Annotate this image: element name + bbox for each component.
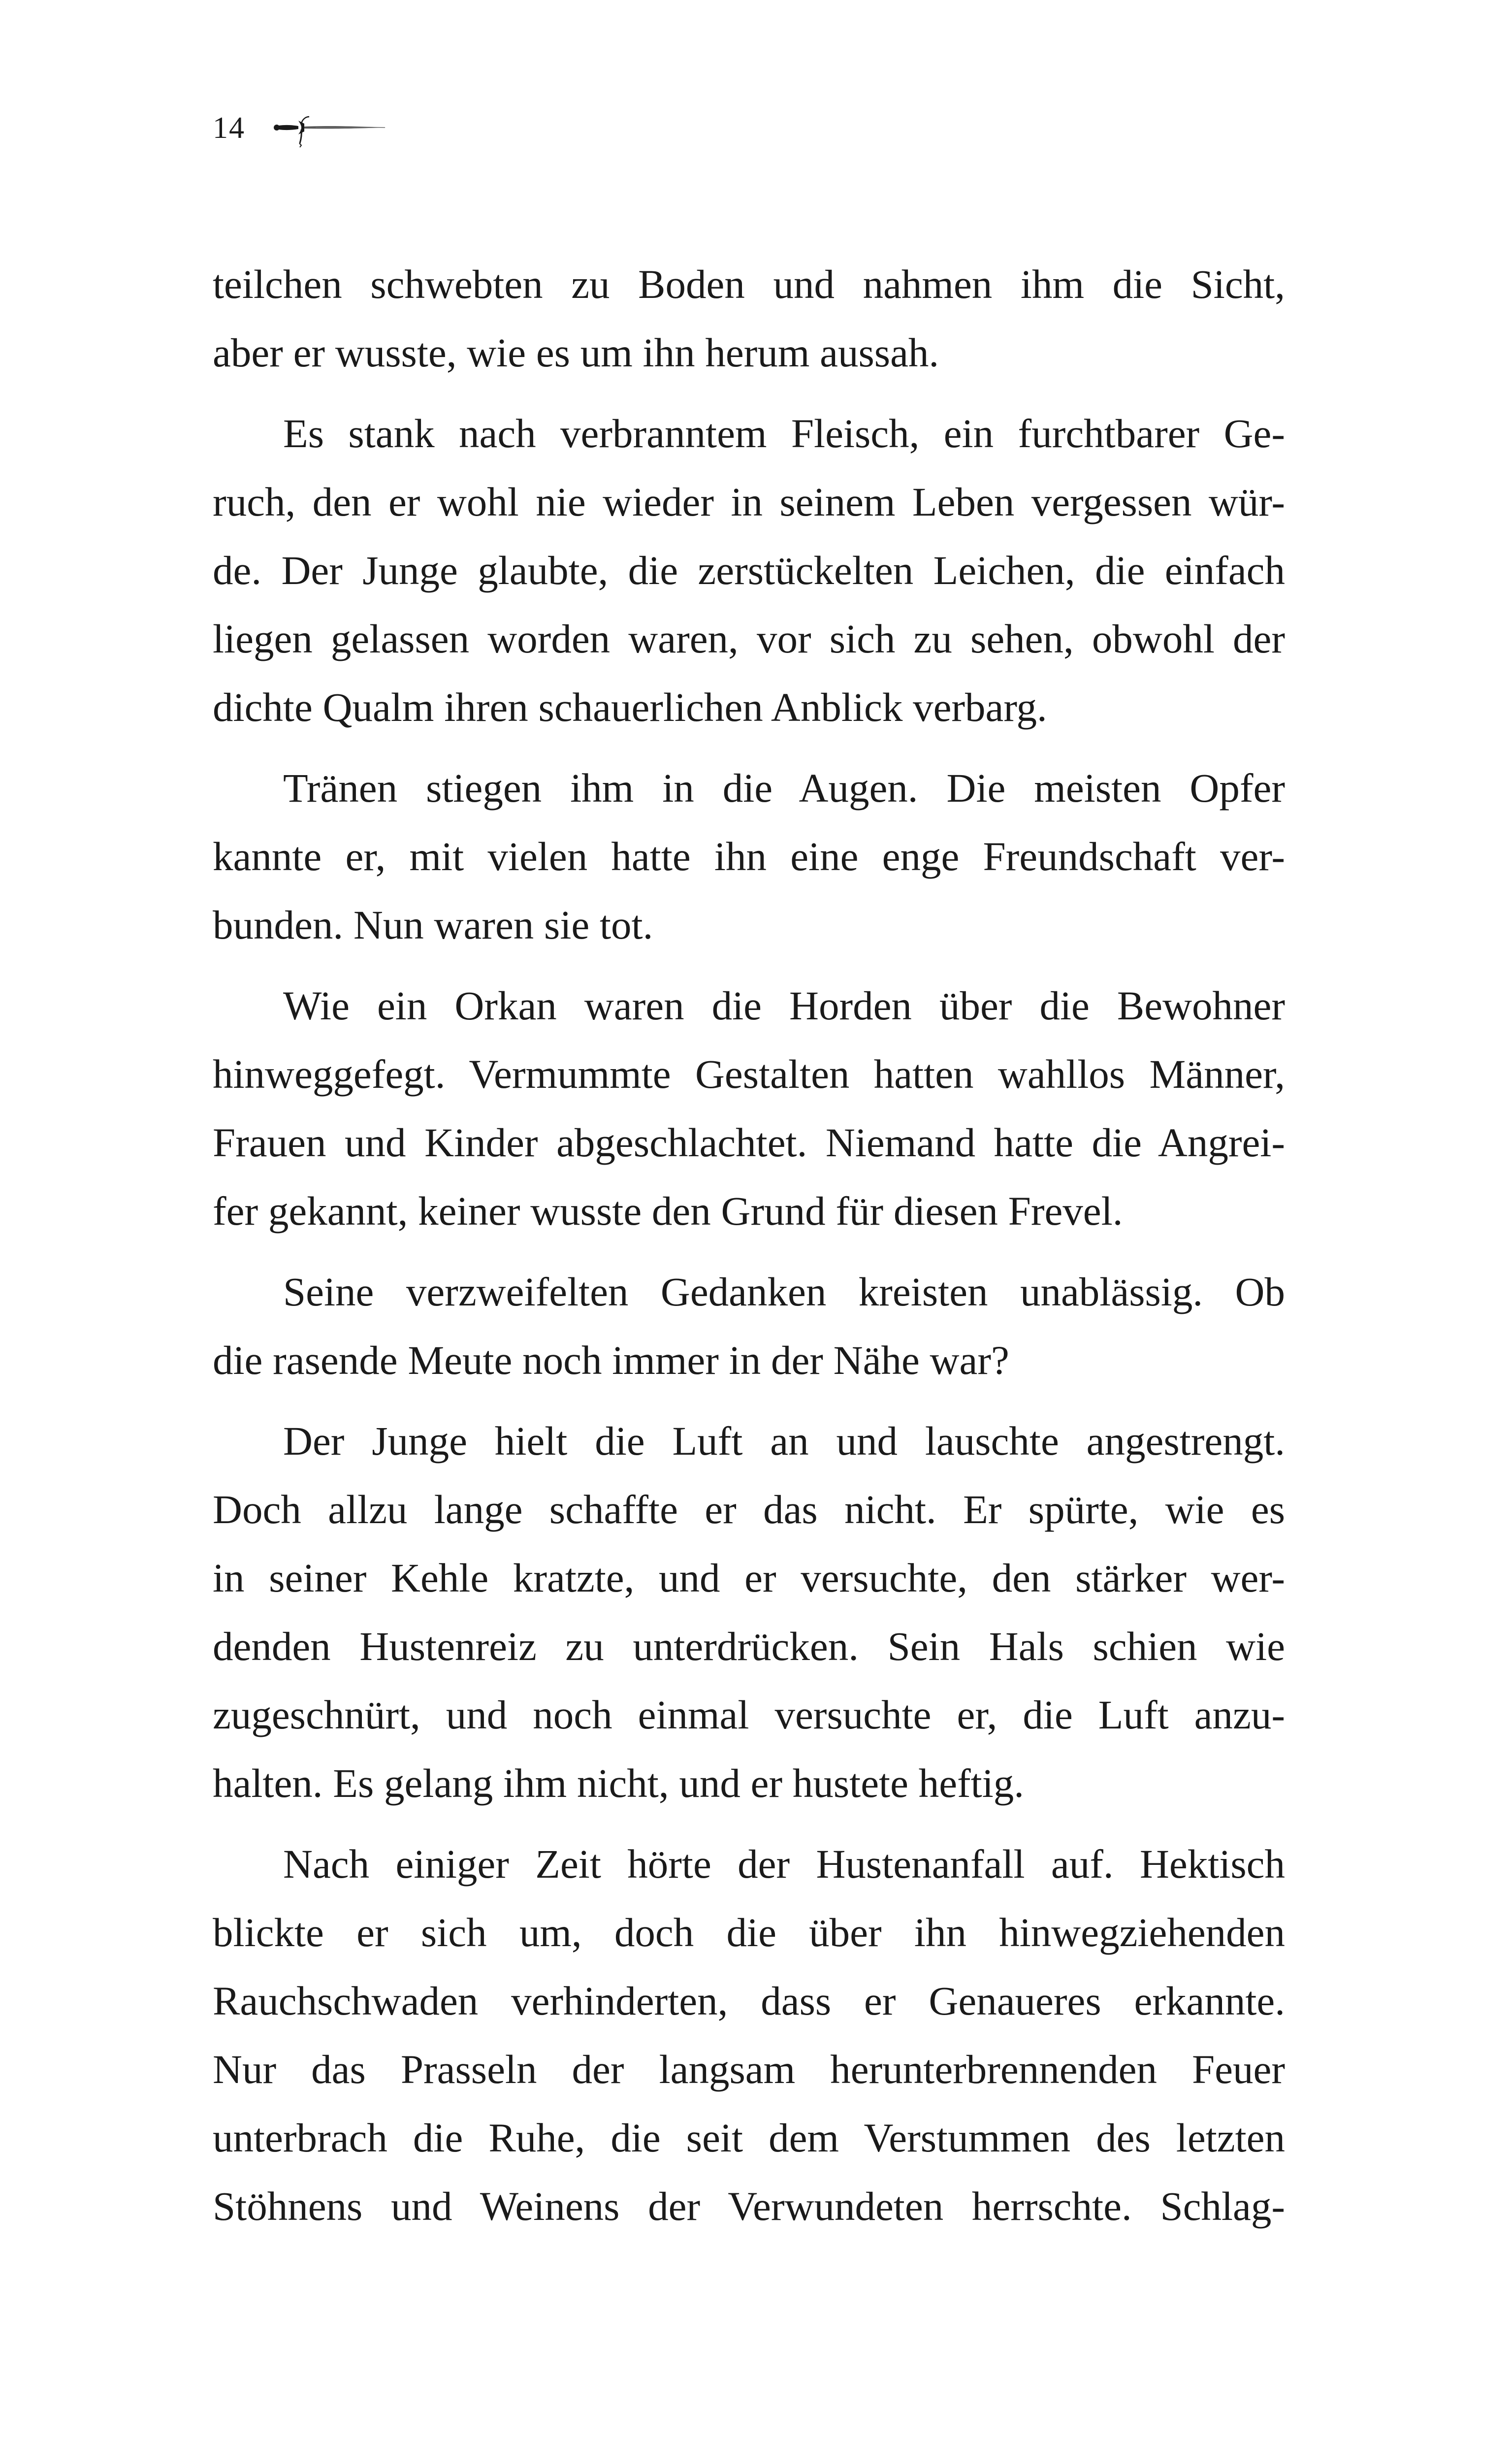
text-line: aber er wusste, wie es um ihn herum aussah. [213, 330, 939, 375]
text-line: zugeschnürt, und noch einmal versuchte er, die Luft anzu- [213, 1692, 1285, 1737]
text-line: Der Junge hielt die Luft an und lauschte angestrengt. [283, 1418, 1285, 1464]
text-line: dichte Qualm ihren schauerlichen Anblick verbarg. [213, 684, 1047, 730]
text-line: halten. Es gelang ihm nicht, und er hustete heftig. [213, 1760, 1025, 1806]
body-text [213, 250, 1285, 2253]
text-line: Frauen und Kinder abgeschlachtet. Niemand hatte die Angrei- [213, 1120, 1285, 1165]
paragraph [213, 972, 1285, 1245]
text-line: unterbrach die Ruhe, die seit dem Verstummen des letzten [213, 2115, 1285, 2160]
text-line: denden Hustenreiz zu unterdrücken. Sein Hals schien wie [213, 1624, 1285, 1669]
text-line: Seine verzweifelten Gedanken kreisten unablässig. Ob [283, 1269, 1285, 1314]
paragraph [213, 754, 1285, 959]
paragraph [213, 399, 1285, 742]
paragraph [213, 1407, 1285, 1818]
text-line: kannte er, mit vielen hatte ihn eine enge Freundschaft ver- [213, 834, 1285, 879]
paragraph [213, 250, 1285, 387]
text-line: in seiner Kehle kratzte, und er versuchte, den stärker wer- [213, 1555, 1285, 1600]
text-line: Doch allzu lange schaffte er das nicht. Er spürte, wie es [213, 1487, 1285, 1532]
text-line: Stöhnens und Weinens der Verwundeten herrschte. Schlag- [213, 2183, 1285, 2229]
text-line: teilchen schwebten zu Boden und nahmen ihm die Sicht, [213, 261, 1285, 307]
text-line: liegen gelassen worden waren, vor sich zu sehen, obwohl der [213, 616, 1285, 661]
text-line: Es stank nach verbranntem Fleisch, ein furchtbarer Ge- [283, 411, 1285, 456]
text-line: bunden. Nun waren sie tot. [213, 902, 653, 947]
paragraph [213, 1830, 1285, 2241]
page-number: 14 [213, 111, 245, 145]
page-header [213, 106, 387, 150]
sword-ornament-icon [269, 106, 387, 150]
text-line: Nur das Prasseln der langsam herunterbrennenden Feuer [213, 2047, 1285, 2092]
text-line: fer gekannt, keiner wusste den Grund für diesen Frevel. [213, 1188, 1123, 1234]
text-line: die rasende Meute noch immer in der Nähe war? [213, 1337, 1009, 1383]
text-line: ruch, den er wohl nie wieder in seinem Leben vergessen wür- [213, 479, 1285, 524]
text-line: Rauchschwaden verhinderten, dass er Genaueres erkannte. [213, 1978, 1285, 2023]
paragraph [213, 1258, 1285, 1395]
text-line: Tränen stiegen ihm in die Augen. Die meisten Opfer [283, 765, 1285, 811]
text-line: hinweggefegt. Vermummte Gestalten hatten wahllos Männer, [213, 1051, 1285, 1097]
text-line: Nach einiger Zeit hörte der Hustenanfall auf. Hektisch [283, 1841, 1285, 1887]
text-line: blickte er sich um, doch die über ihn hinwegziehenden [213, 1910, 1285, 1955]
text-line: Wie ein Orkan waren die Horden über die Bewohner [283, 983, 1285, 1028]
text-line: de. Der Junge glaubte, die zerstückelten Leichen, die einfach [213, 548, 1285, 593]
